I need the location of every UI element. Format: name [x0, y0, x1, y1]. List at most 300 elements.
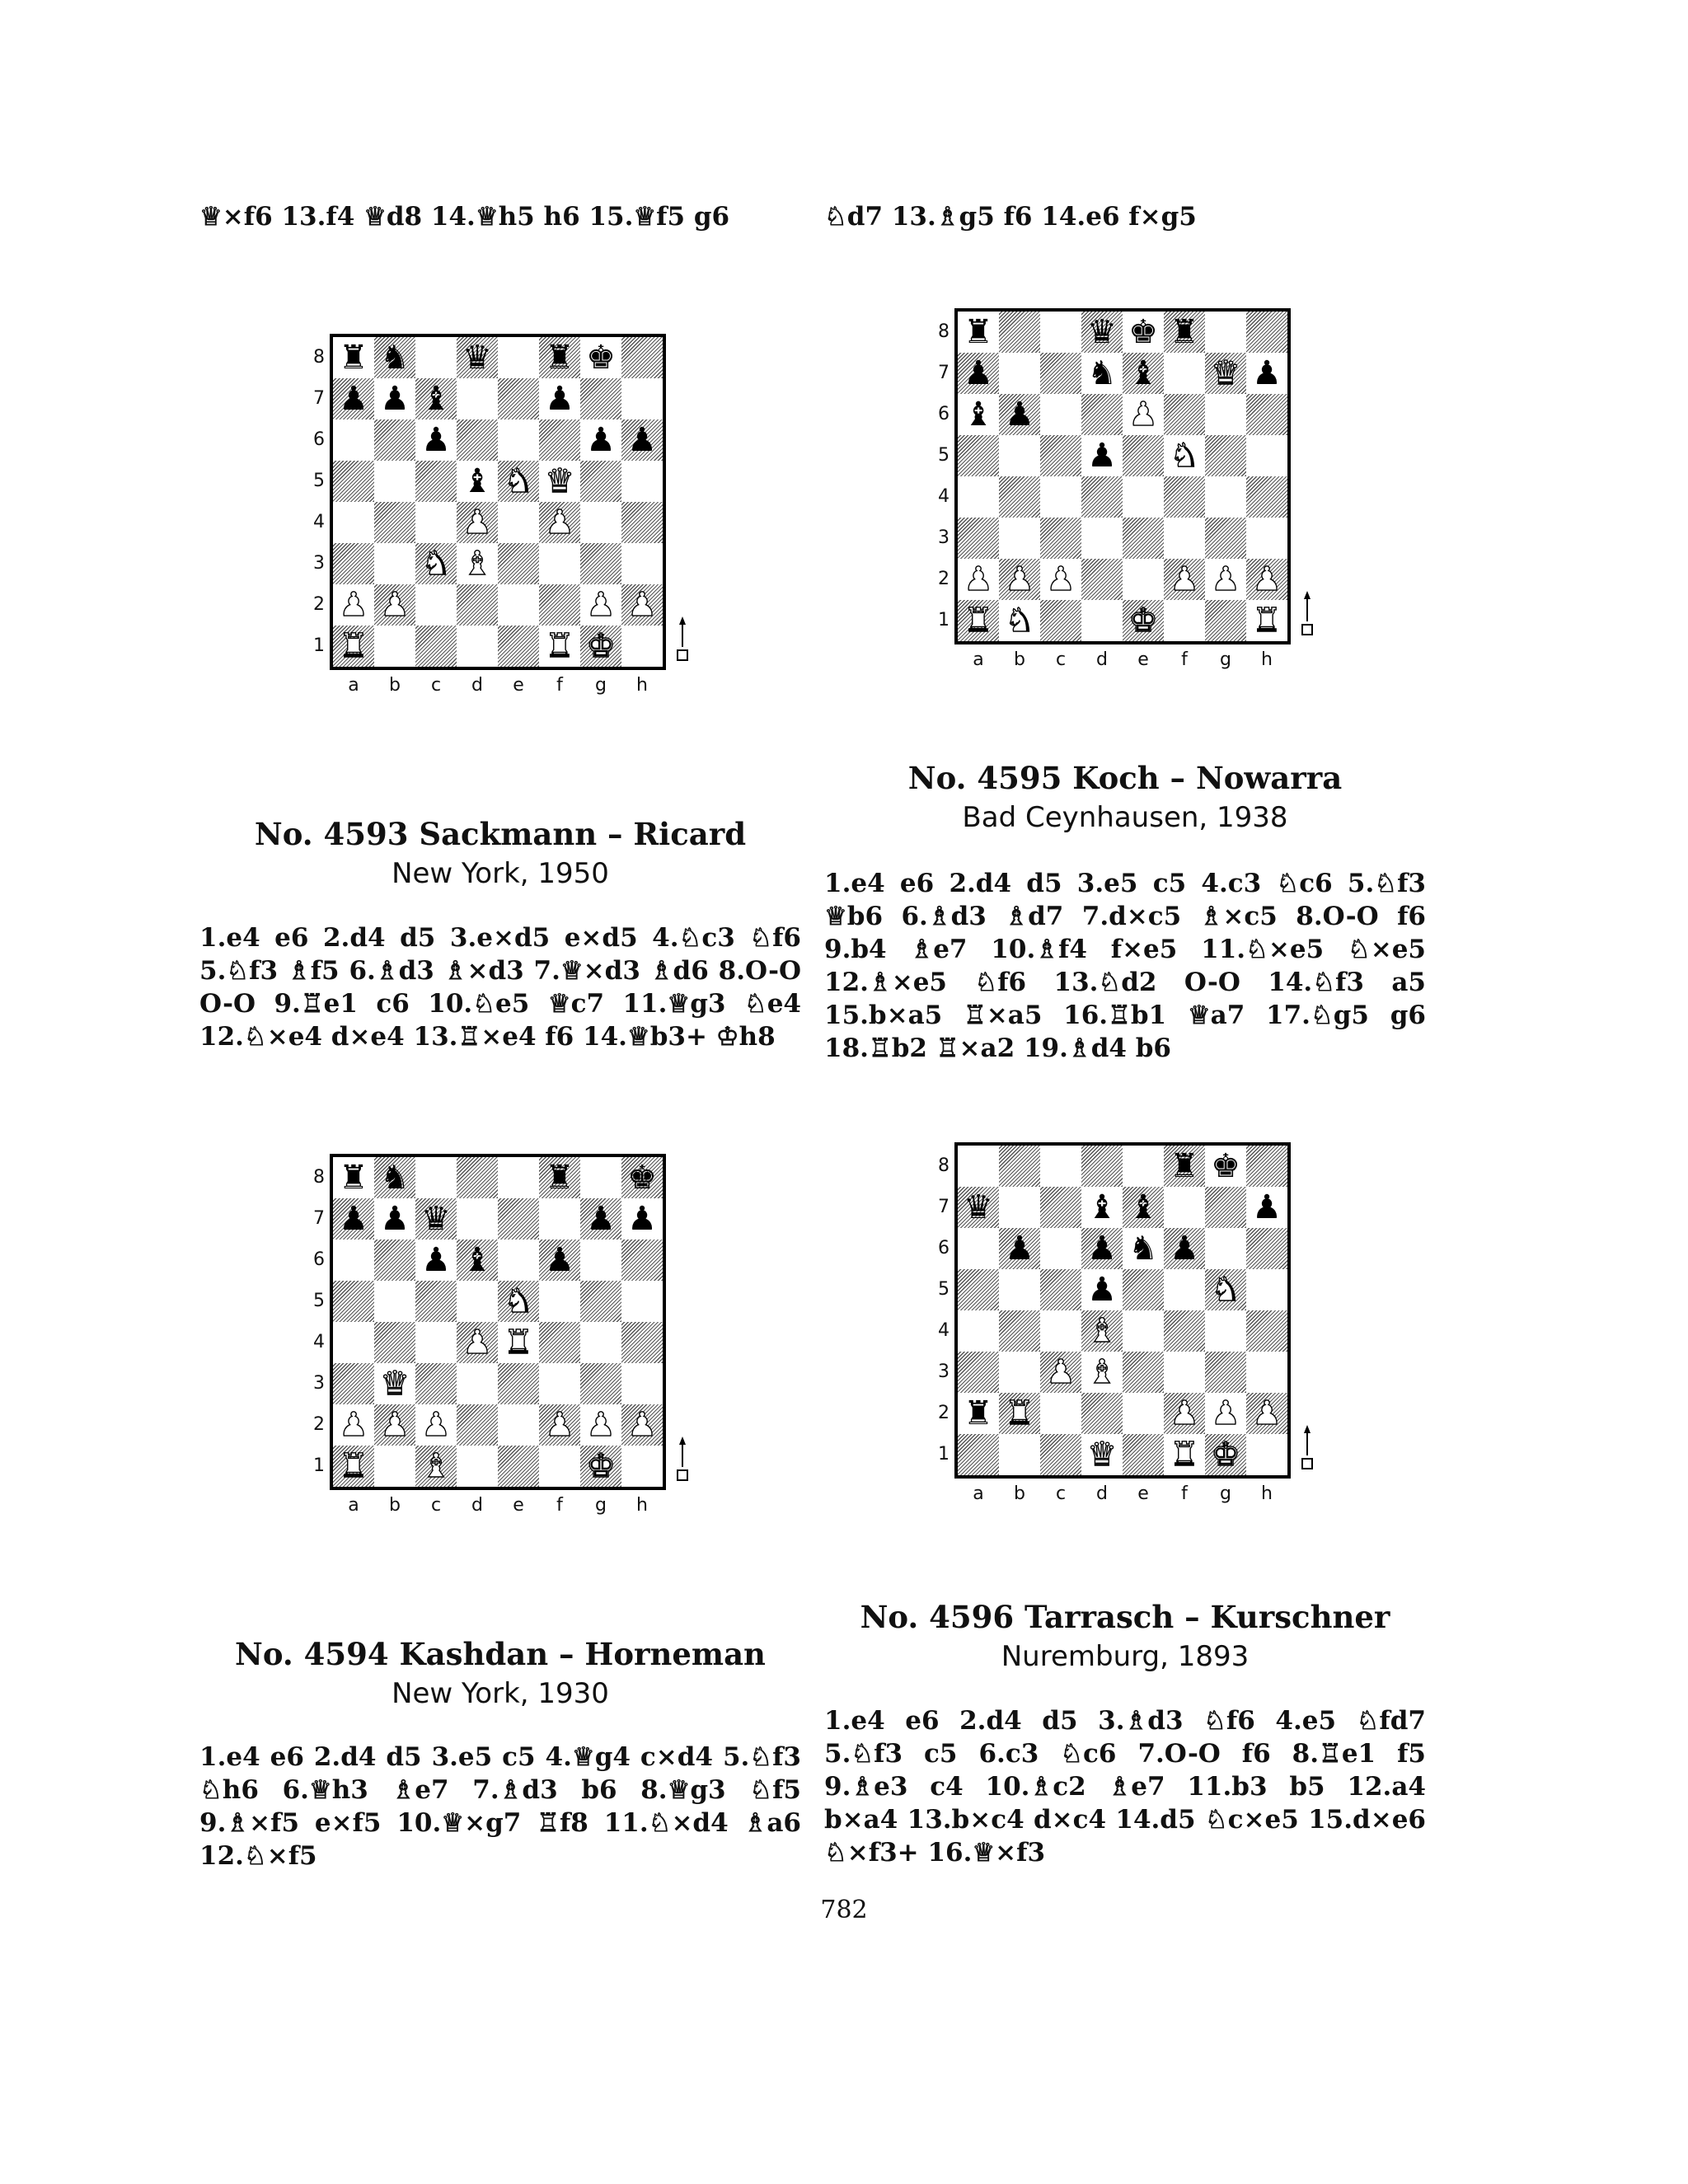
- moves-4595: 1.e4 e6 2.d4 d5 3.e5 c5 4.c3 ♘c6 5.♘f3 ♕b6 6.♗d3 ♗d7 7.d×c5 ♗×c5 8.O-O f6 9.b4 ♗e7 10.♗f4 f×e5 11.♘×e5 ♘×e5 12.♗×e5 ♘f6 13.♘d2 O-O 14.♘f3 a5 15.b×a5 ♖×a5 16.♖b1 ♕a7 17.♘g5 g6 18.♖b2 ♖×a2 19.♗d4 b6: [824, 869, 1426, 1063]
- square-d2: [457, 1404, 498, 1446]
- square-c1: [415, 626, 457, 667]
- square-d6: [1081, 394, 1123, 435]
- chess-diagram-4595: [930, 308, 1325, 687]
- white-pawn-icon: ♟: [1211, 1394, 1240, 1432]
- square-g3: [1205, 518, 1246, 559]
- square-h3: [621, 1363, 663, 1404]
- black-pawn-icon: ♟: [545, 380, 574, 418]
- black-bishop-icon: ♝: [1087, 1188, 1117, 1226]
- black-pawn-icon: ♟: [1087, 437, 1117, 475]
- square-a6: [958, 1228, 999, 1269]
- square-e4: [498, 502, 539, 543]
- square-b8: [999, 312, 1040, 353]
- moves-4593: 1.e4 e6 2.d4 d5 3.e×d5 e×d5 4.♘c3 ♘f6 5.♘f3 ♗f5 6.♗d3 ♗×d3 7.♕×d3 ♗d6 8.O-O O-O 9.♖e1 c6 10.♘e5 ♕c7 11.♕g3 ♘e4 12.♘×e4 d×e4 13.♖×e4 f6 14.♕b3+ ♔h8: [199, 923, 801, 1052]
- white-to-move-icon: [1297, 588, 1317, 638]
- white-bishop-icon: ♝: [421, 1447, 451, 1485]
- rank-label: 7: [938, 1197, 950, 1217]
- white-pawn-icon: ♟: [380, 586, 410, 624]
- file-label: h: [636, 675, 648, 696]
- square-g7: [580, 378, 621, 419]
- square-c7: [1040, 353, 1081, 394]
- white-pawn-icon: ♟: [1170, 1394, 1199, 1432]
- square-b1: [999, 1434, 1040, 1475]
- square-a1: [958, 1434, 999, 1475]
- black-rook-icon: ♜: [545, 1159, 574, 1197]
- chess-diagram-4594: [305, 1154, 701, 1533]
- moves-4594: 1.e4 e6 2.d4 d5 3.e5 c5 4.♕g4 c×d4 5.♘f3 ♘h6 6.♕h3 ♗e7 7.♗d3 b6 8.♕g3 ♘f5 9.♗×f5 e×f5 10.♕×g7 ♖f8 11.♘×d4 ♗a6 12.♘×f5: [199, 1742, 801, 1871]
- white-rook-icon: ♜: [545, 627, 574, 665]
- file-label: c: [1055, 1483, 1067, 1504]
- black-knight-icon: ♞: [380, 339, 410, 377]
- square-c8: [1040, 1146, 1081, 1187]
- rank-label: 5: [938, 445, 950, 466]
- file-label: b: [1014, 649, 1025, 670]
- square-b6: [374, 419, 415, 461]
- square-d2: [1081, 559, 1123, 600]
- square-d7: [457, 378, 498, 419]
- square-g8: [580, 1157, 621, 1198]
- square-g3: [580, 1363, 621, 1404]
- file-label: c: [1055, 649, 1067, 670]
- square-f5: [1164, 1269, 1205, 1310]
- white-king-icon: ♚: [1211, 1436, 1240, 1474]
- square-g5: [580, 1281, 621, 1322]
- continuation-right: ♘d7 13.♗g5 f6 14.e6 f×g5: [824, 202, 1197, 232]
- rank-label: 6: [313, 429, 325, 450]
- white-knight-icon: ♞: [504, 462, 533, 500]
- white-queen-icon: ♛: [545, 462, 574, 500]
- file-label: d: [471, 675, 483, 696]
- square-h3: [621, 543, 663, 584]
- square-e1: [498, 1446, 539, 1487]
- file-label: f: [1181, 649, 1188, 670]
- black-bishop-icon: ♝: [1128, 354, 1158, 392]
- black-pawn-icon: ♟: [339, 1200, 368, 1238]
- black-pawn-icon: ♟: [1087, 1271, 1117, 1309]
- square-g6: [1205, 1228, 1246, 1269]
- white-rook-icon: ♜: [1170, 1436, 1199, 1474]
- square-f3: [1164, 1352, 1205, 1393]
- black-pawn-icon: ♟: [1170, 1230, 1199, 1268]
- black-pawn-icon: ♟: [1252, 354, 1282, 392]
- square-a4: [333, 1322, 374, 1363]
- square-e8: [498, 337, 539, 378]
- black-knight-icon: ♞: [1087, 354, 1117, 392]
- square-h4: [621, 1322, 663, 1363]
- white-pawn-icon: ♟: [545, 504, 574, 541]
- file-label: d: [1096, 1483, 1108, 1504]
- square-h5: [1246, 1269, 1287, 1310]
- square-a3: [333, 543, 374, 584]
- rank-label: 2: [313, 594, 325, 615]
- file-label: e: [513, 675, 524, 696]
- square-c2: [415, 584, 457, 626]
- black-pawn-icon: ♟: [380, 1200, 410, 1238]
- rank-label: 3: [938, 527, 950, 548]
- square-d5: [457, 1281, 498, 1322]
- black-pawn-icon: ♟: [1005, 396, 1034, 434]
- file-label: c: [430, 1495, 442, 1516]
- square-f7: [1164, 353, 1205, 394]
- white-knight-icon: ♞: [1170, 437, 1199, 475]
- black-queen-icon: ♛: [421, 1200, 451, 1238]
- square-f4: [1164, 476, 1205, 518]
- square-h8: [1246, 312, 1287, 353]
- file-label: h: [636, 1495, 648, 1516]
- square-b3: [999, 518, 1040, 559]
- square-f3: [1164, 518, 1205, 559]
- white-rook-icon: ♜: [339, 627, 368, 665]
- square-f5: [539, 1281, 580, 1322]
- square-c6: [1040, 1228, 1081, 1269]
- square-f4: [1164, 1310, 1205, 1352]
- square-h5: [1246, 435, 1287, 476]
- white-pawn-icon: ♟: [627, 586, 657, 624]
- square-d2: [457, 584, 498, 626]
- square-b4: [374, 502, 415, 543]
- square-e4: [1123, 476, 1164, 518]
- rank-label: 1: [313, 1455, 325, 1476]
- square-a4: [333, 502, 374, 543]
- square-a4: [958, 1310, 999, 1352]
- square-g4: [1205, 1310, 1246, 1352]
- game-title-4593: No. 4593 Sackmann – Ricard: [254, 816, 747, 852]
- black-queen-icon: ♛: [964, 1188, 993, 1226]
- black-undefined-icon: [1205, 435, 1246, 476]
- square-e3: [498, 543, 539, 584]
- square-c5: [1040, 435, 1081, 476]
- game-title-4596: No. 4596 Tarrasch – Kurschner: [860, 1599, 1390, 1635]
- square-g3: [1205, 1352, 1246, 1393]
- game-title-4595: No. 4595 Koch – Nowarra: [907, 760, 1343, 796]
- square-a6: [333, 1240, 374, 1281]
- square-a5: [958, 435, 999, 476]
- rank-label: 3: [938, 1361, 950, 1382]
- board-4593: [330, 334, 666, 670]
- black-king-icon: ♚: [1211, 1147, 1240, 1185]
- square-b3: [374, 543, 415, 584]
- square-c5: [415, 1281, 457, 1322]
- white-pawn-icon: ♟: [627, 1406, 657, 1444]
- game-venue-4593: New York, 1950: [392, 857, 609, 890]
- square-f3: [539, 543, 580, 584]
- white-knight-icon: ♞: [1005, 602, 1034, 640]
- square-f7: [539, 1198, 580, 1240]
- page-number: 782: [820, 1896, 868, 1924]
- square-e3: [1123, 518, 1164, 559]
- file-label: e: [1137, 649, 1149, 670]
- square-f7: [1164, 1187, 1205, 1228]
- square-b5: [374, 1281, 415, 1322]
- square-e7: [498, 1198, 539, 1240]
- square-c5: [415, 461, 457, 502]
- square-b5: [999, 435, 1040, 476]
- square-g8: [1205, 312, 1246, 353]
- square-h4: [621, 502, 663, 543]
- white-rook-icon: ♜: [964, 602, 993, 640]
- black-pawn-icon: ♟: [627, 421, 657, 459]
- white-knight-icon: ♞: [421, 545, 451, 583]
- black-pawn-icon: ♟: [1087, 1230, 1117, 1268]
- black-pawn-icon: ♟: [964, 354, 993, 392]
- file-label: a: [973, 649, 984, 670]
- square-h1: [1246, 1434, 1287, 1475]
- square-c4: [415, 502, 457, 543]
- file-label: a: [973, 1483, 984, 1504]
- black-bishop-icon: ♝: [462, 1241, 492, 1279]
- file-label: a: [348, 675, 359, 696]
- white-to-move-icon: [673, 1434, 692, 1483]
- rank-label: 8: [313, 1167, 325, 1188]
- white-rook-icon: ♜: [339, 1447, 368, 1485]
- square-e5: [1123, 435, 1164, 476]
- black-pawn-icon: ♟: [627, 1200, 657, 1238]
- white-bishop-icon: ♝: [1087, 1312, 1117, 1350]
- game-venue-4595: Bad Ceynhausen, 1938: [962, 801, 1288, 834]
- white-pawn-icon: ♟: [1170, 560, 1199, 598]
- square-g7: [1205, 1187, 1246, 1228]
- rank-label: 6: [313, 1249, 325, 1270]
- square-a8: [958, 1146, 999, 1187]
- square-d7: [457, 1198, 498, 1240]
- square-a3: [958, 518, 999, 559]
- square-e6: [498, 1240, 539, 1281]
- square-g4: [1205, 476, 1246, 518]
- black-pawn-icon: ♟: [380, 380, 410, 418]
- square-b1: [374, 626, 415, 667]
- square-b6: [374, 1240, 415, 1281]
- white-to-move-icon: [1297, 1422, 1317, 1472]
- square-c1: [1040, 1434, 1081, 1475]
- black-pawn-icon: ♟: [421, 1241, 451, 1279]
- black-rook-icon: ♜: [339, 339, 368, 377]
- black-bishop-icon: ♝: [462, 462, 492, 500]
- square-f6: [539, 419, 580, 461]
- file-label: a: [348, 1495, 359, 1516]
- file-label: b: [389, 675, 401, 696]
- board-4595: [954, 308, 1291, 644]
- square-h6: [1246, 1228, 1287, 1269]
- rank-label: 7: [313, 1208, 325, 1229]
- file-label: g: [1220, 1483, 1231, 1504]
- square-b4: [999, 476, 1040, 518]
- square-h1: [621, 1446, 663, 1487]
- square-a4: [958, 476, 999, 518]
- square-d3: [457, 1363, 498, 1404]
- black-queen-icon: ♛: [462, 339, 492, 377]
- square-a5: [333, 461, 374, 502]
- square-c5: [1040, 1269, 1081, 1310]
- square-e1: [498, 626, 539, 667]
- white-pawn-icon: ♟: [586, 586, 616, 624]
- square-e5: [1123, 1269, 1164, 1310]
- rank-label: 7: [313, 388, 325, 409]
- black-king-icon: ♚: [1128, 313, 1158, 351]
- square-b7: [999, 1187, 1040, 1228]
- black-pawn-icon: ♟: [545, 1241, 574, 1279]
- rank-label: 5: [313, 471, 325, 491]
- square-d6: [457, 419, 498, 461]
- square-c8: [415, 337, 457, 378]
- square-b5: [374, 461, 415, 502]
- white-rook-icon: ♜: [1005, 1394, 1034, 1432]
- game-venue-4594: New York, 1930: [392, 1677, 609, 1710]
- square-d3: [1081, 518, 1123, 559]
- rank-label: 1: [938, 610, 950, 630]
- square-f4: [539, 1322, 580, 1363]
- white-queen-icon: ♛: [380, 1365, 410, 1403]
- black-rook-icon: ♜: [964, 1394, 993, 1432]
- black-queen-icon: ♛: [1087, 313, 1117, 351]
- file-label: f: [556, 1495, 563, 1516]
- white-pawn-icon: ♟: [339, 1406, 368, 1444]
- file-label: c: [430, 675, 442, 696]
- square-c4: [415, 1322, 457, 1363]
- square-h4: [1246, 1310, 1287, 1352]
- black-king-icon: ♚: [627, 1159, 657, 1197]
- white-pawn-icon: ♟: [380, 1406, 410, 1444]
- rank-label: 4: [313, 512, 325, 532]
- square-e3: [498, 1363, 539, 1404]
- black-pawn-icon: ♟: [421, 421, 451, 459]
- white-pawn-icon: ♟: [462, 504, 492, 541]
- game-title-4594: No. 4594 Kashdan – Horneman: [235, 1636, 766, 1672]
- black-pawn-icon: ♟: [1252, 1188, 1282, 1226]
- square-e2: [1123, 559, 1164, 600]
- black-king-icon: ♚: [586, 339, 616, 377]
- white-pawn-icon: ♟: [1211, 560, 1240, 598]
- square-e3: [1123, 1352, 1164, 1393]
- square-f3: [539, 1363, 580, 1404]
- square-b4: [374, 1322, 415, 1363]
- square-h4: [1246, 476, 1287, 518]
- rank-label: 5: [938, 1279, 950, 1300]
- black-pawn-icon: ♟: [339, 380, 368, 418]
- rank-label: 4: [313, 1332, 325, 1352]
- square-e7: [498, 378, 539, 419]
- white-queen-icon: ♛: [1211, 354, 1240, 392]
- continuation-left: ♕×f6 13.f4 ♕d8 14.♕h5 h6 15.♕f5 g6: [199, 202, 730, 232]
- rank-label: 2: [938, 569, 950, 589]
- white-bishop-icon: ♝: [1087, 1353, 1117, 1391]
- white-pawn-icon: ♟: [964, 560, 993, 598]
- square-d8: [457, 1157, 498, 1198]
- rank-label: 1: [313, 635, 325, 656]
- white-pawn-icon: ♟: [421, 1406, 451, 1444]
- file-label: h: [1261, 1483, 1273, 1504]
- square-h5: [621, 1281, 663, 1322]
- square-c7: [1040, 1187, 1081, 1228]
- black-bishop-icon: ♝: [964, 396, 993, 434]
- square-h6: [621, 1240, 663, 1281]
- square-b7: [999, 353, 1040, 394]
- white-king-icon: ♚: [586, 1447, 616, 1485]
- white-king-icon: ♚: [1128, 602, 1158, 640]
- white-pawn-icon: ♟: [545, 1406, 574, 1444]
- white-rook-icon: ♜: [1252, 602, 1282, 640]
- white-to-move-icon: [673, 614, 692, 663]
- square-f1: [1164, 600, 1205, 641]
- chess-diagram-4593: [305, 334, 701, 713]
- square-h3: [1246, 518, 1287, 559]
- square-c2: [1040, 1393, 1081, 1434]
- square-c4: [1040, 1310, 1081, 1352]
- square-d2: [1081, 1393, 1123, 1434]
- black-pawn-icon: ♟: [586, 421, 616, 459]
- square-h1: [621, 626, 663, 667]
- file-label: b: [389, 1495, 401, 1516]
- square-a6: [333, 419, 374, 461]
- black-pawn-icon: ♟: [1005, 1230, 1034, 1268]
- black-rook-icon: ♜: [1170, 313, 1199, 351]
- square-e2: [498, 584, 539, 626]
- square-d8: [1081, 1146, 1123, 1187]
- chess-diagram-4596: [930, 1142, 1325, 1521]
- rank-label: 4: [938, 486, 950, 507]
- square-a5: [333, 1281, 374, 1322]
- white-king-icon: ♚: [586, 627, 616, 665]
- square-g6: [1205, 394, 1246, 435]
- black-rook-icon: ♜: [1170, 1147, 1199, 1185]
- black-pawn-icon: ♟: [586, 1200, 616, 1238]
- white-pawn-icon: ♟: [1046, 560, 1076, 598]
- file-label: h: [1261, 649, 1273, 670]
- square-g1: [1205, 600, 1246, 641]
- white-pawn-icon: ♟: [339, 586, 368, 624]
- square-c8: [1040, 312, 1081, 353]
- rank-label: 5: [313, 1291, 325, 1311]
- square-c6: [1040, 394, 1081, 435]
- square-f2: [539, 584, 580, 626]
- white-knight-icon: ♞: [504, 1282, 533, 1320]
- square-h3: [1246, 1352, 1287, 1393]
- square-e2: [498, 1404, 539, 1446]
- white-pawn-icon: ♟: [462, 1324, 492, 1361]
- rank-label: 8: [313, 347, 325, 368]
- white-pawn-icon: ♟: [1128, 396, 1158, 434]
- black-rook-icon: ♜: [339, 1159, 368, 1197]
- white-queen-icon: ♛: [1087, 1436, 1117, 1474]
- file-label: f: [1181, 1483, 1188, 1504]
- white-pawn-icon: ♟: [1252, 1394, 1282, 1432]
- square-d1: [1081, 600, 1123, 641]
- square-e6: [498, 419, 539, 461]
- file-label: b: [1014, 1483, 1025, 1504]
- square-b3: [999, 1352, 1040, 1393]
- black-knight-icon: ♞: [1128, 1230, 1158, 1268]
- rank-label: 7: [938, 363, 950, 383]
- square-c4: [1040, 476, 1081, 518]
- file-label: f: [556, 675, 563, 696]
- square-b5: [999, 1269, 1040, 1310]
- file-label: e: [513, 1495, 524, 1516]
- square-a3: [333, 1363, 374, 1404]
- black-bishop-icon: ♝: [1128, 1188, 1158, 1226]
- square-e1: [1123, 1434, 1164, 1475]
- square-e2: [1123, 1393, 1164, 1434]
- white-pawn-icon: ♟: [1005, 560, 1034, 598]
- rank-label: 4: [938, 1320, 950, 1341]
- square-g4: [580, 502, 621, 543]
- square-f6: [1164, 394, 1205, 435]
- rank-label: 3: [313, 553, 325, 574]
- square-e8: [498, 1157, 539, 1198]
- square-h7: [621, 378, 663, 419]
- square-h8: [621, 337, 663, 378]
- file-label: g: [595, 675, 607, 696]
- file-label: d: [471, 1495, 483, 1516]
- black-bishop-icon: ♝: [421, 380, 451, 418]
